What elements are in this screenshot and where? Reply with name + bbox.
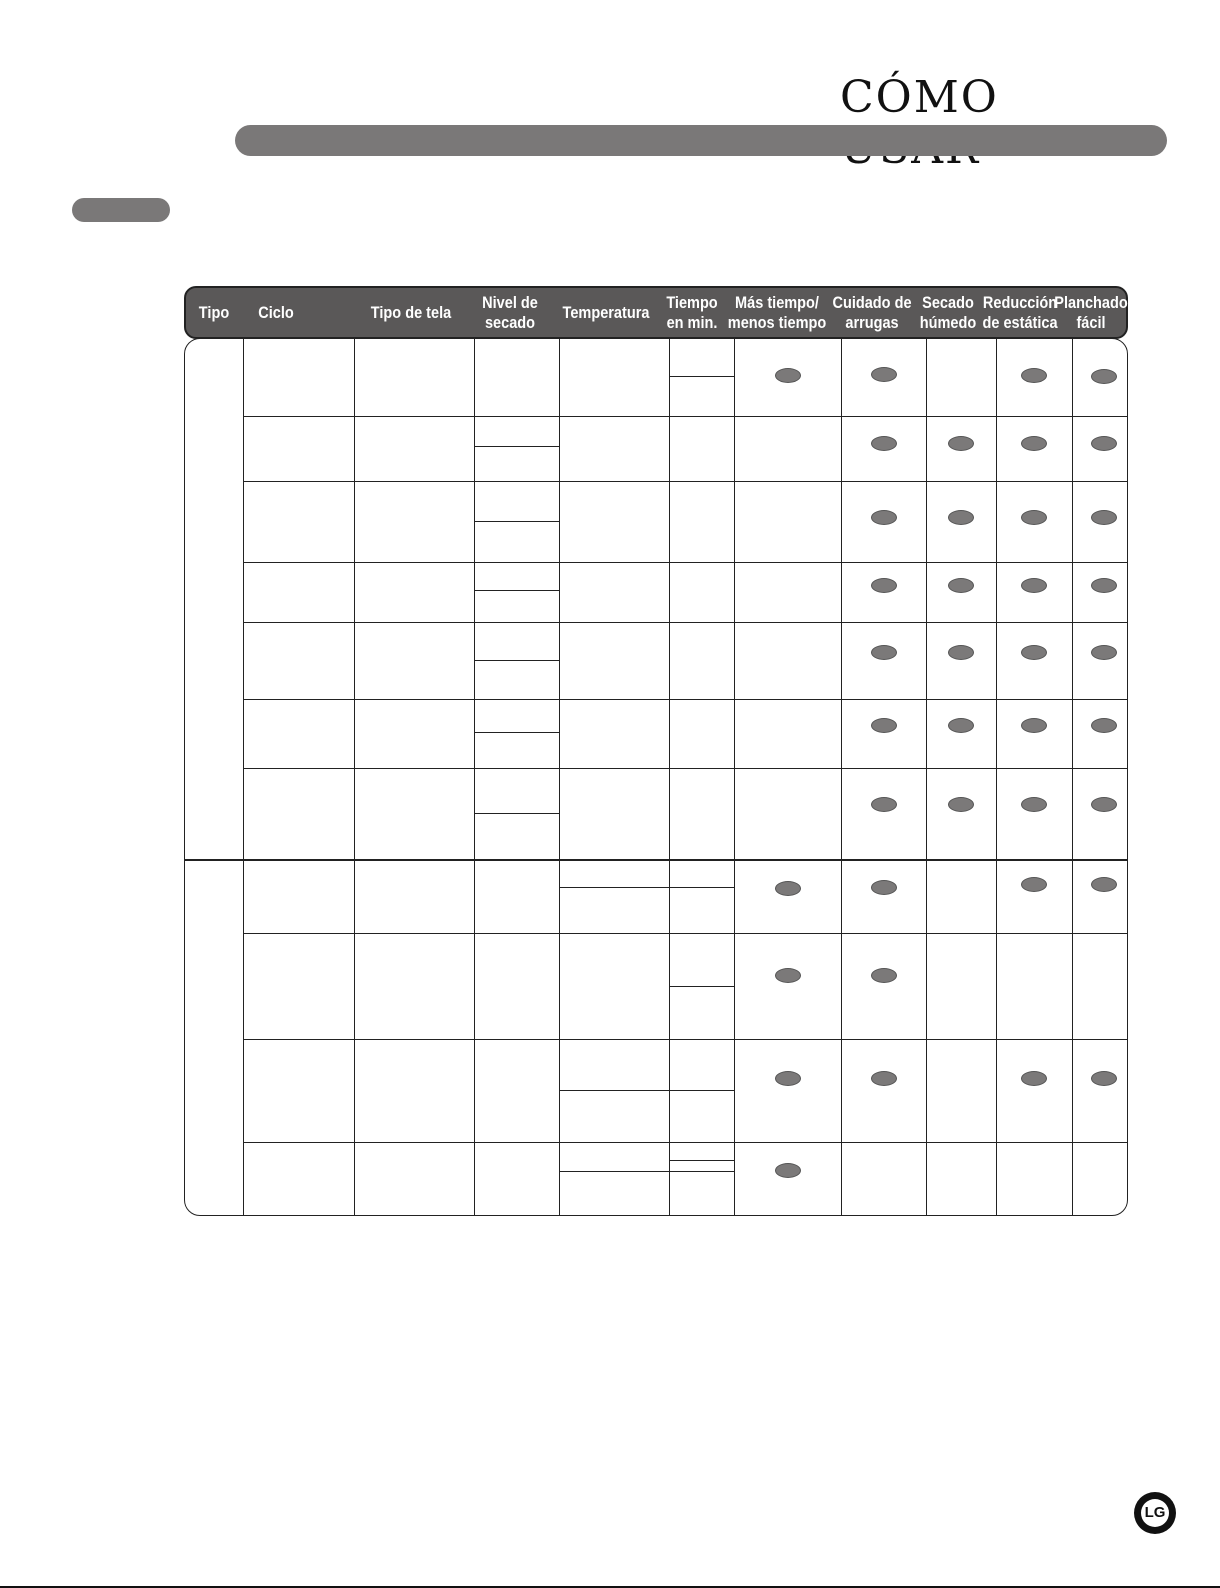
cuidado-option-dot xyxy=(871,718,897,733)
humedo-option-dot xyxy=(948,436,974,451)
cuidado-option-dot xyxy=(871,1071,897,1086)
header-nivel-de-secado: Nivel de secado xyxy=(482,293,538,332)
subcell-divider xyxy=(669,376,734,377)
humedo-option-dot xyxy=(948,718,974,733)
subcell-divider xyxy=(559,1090,734,1091)
humedo-option-dot xyxy=(948,510,974,525)
planchado-option-dot xyxy=(1091,718,1117,733)
column-divider xyxy=(1072,339,1073,1215)
mas-option-dot xyxy=(775,968,801,983)
group-divider xyxy=(185,859,1128,861)
subcell-divider xyxy=(669,1160,734,1161)
column-divider xyxy=(669,339,670,1215)
planchado-option-dot xyxy=(1091,1071,1117,1086)
humedo-option-dot xyxy=(948,645,974,660)
row-divider xyxy=(243,622,1128,623)
subcell-divider xyxy=(559,887,734,888)
estatica-option-dot xyxy=(1021,1071,1047,1086)
subcell-divider xyxy=(474,813,559,814)
header-bar xyxy=(235,125,1167,156)
cuidado-option-dot xyxy=(871,578,897,593)
row-divider xyxy=(243,768,1128,769)
header-cuidado-de-arrugas: Cuidado de arrugas xyxy=(832,293,912,332)
humedo-option-dot xyxy=(948,797,974,812)
header-mas-tiempo: Más tiempo/ menos tiempo xyxy=(727,293,827,332)
mas-option-dot xyxy=(775,881,801,896)
subcell-divider xyxy=(474,590,559,591)
table-body xyxy=(184,338,1128,1216)
planchado-option-dot xyxy=(1091,369,1117,384)
row-divider xyxy=(243,699,1128,700)
subcell-divider xyxy=(474,660,559,661)
planchado-option-dot xyxy=(1091,436,1117,451)
humedo-option-dot xyxy=(948,578,974,593)
cuidado-option-dot xyxy=(871,645,897,660)
subcell-divider xyxy=(559,1171,734,1172)
row-divider xyxy=(243,481,1128,482)
column-divider xyxy=(474,339,475,1215)
row-divider xyxy=(243,1039,1128,1040)
header-secado-humedo: Secado húmedo xyxy=(919,293,977,332)
table-header xyxy=(184,286,1128,339)
mas-option-dot xyxy=(775,368,801,383)
mas-option-dot xyxy=(775,1163,801,1178)
cuidado-option-dot xyxy=(871,436,897,451)
header-planchado-facil: Planchado fácil xyxy=(1054,293,1128,332)
mas-option-dot xyxy=(775,1071,801,1086)
column-divider xyxy=(996,339,997,1215)
header-ciclo: Ciclo xyxy=(258,303,294,322)
subcell-divider xyxy=(474,521,559,522)
estatica-option-dot xyxy=(1021,510,1047,525)
estatica-option-dot xyxy=(1021,578,1047,593)
planchado-option-dot xyxy=(1091,877,1117,892)
subcell-divider xyxy=(474,446,559,447)
column-divider xyxy=(734,339,735,1215)
row-divider xyxy=(243,1142,1128,1143)
cuidado-option-dot xyxy=(871,510,897,525)
header-tiempo: Tiempo en min. xyxy=(666,293,718,332)
cuidado-option-dot xyxy=(871,797,897,812)
estatica-option-dot xyxy=(1021,797,1047,812)
column-divider xyxy=(926,339,927,1215)
column-divider xyxy=(354,339,355,1215)
lg-logo-text: LG xyxy=(1144,1504,1166,1521)
column-divider xyxy=(243,339,244,1215)
cuidado-option-dot xyxy=(871,367,897,382)
section-tab-pill xyxy=(72,198,170,222)
header-tipo-de-tela: Tipo de tela xyxy=(370,303,452,322)
cuidado-option-dot xyxy=(871,968,897,983)
planchado-option-dot xyxy=(1091,797,1117,812)
planchado-option-dot xyxy=(1091,645,1117,660)
planchado-option-dot xyxy=(1091,510,1117,525)
estatica-option-dot xyxy=(1021,645,1047,660)
planchado-option-dot xyxy=(1091,578,1117,593)
column-divider xyxy=(841,339,842,1215)
estatica-option-dot xyxy=(1021,718,1047,733)
estatica-option-dot xyxy=(1021,368,1047,383)
subcell-divider xyxy=(474,732,559,733)
header-tipo: Tipo xyxy=(198,303,230,322)
row-divider xyxy=(243,416,1128,417)
row-divider xyxy=(243,562,1128,563)
lg-logo xyxy=(1134,1492,1176,1534)
estatica-option-dot xyxy=(1021,436,1047,451)
header-temperatura: Temperatura xyxy=(562,303,650,322)
header-reduccion-de-estatica: Reducción de estática xyxy=(982,293,1058,332)
column-divider xyxy=(559,339,560,1215)
estatica-option-dot xyxy=(1021,877,1047,892)
subcell-divider xyxy=(669,986,734,987)
row-divider xyxy=(243,933,1128,934)
cuidado-option-dot xyxy=(871,880,897,895)
section-title: CÓMO xyxy=(840,72,999,123)
